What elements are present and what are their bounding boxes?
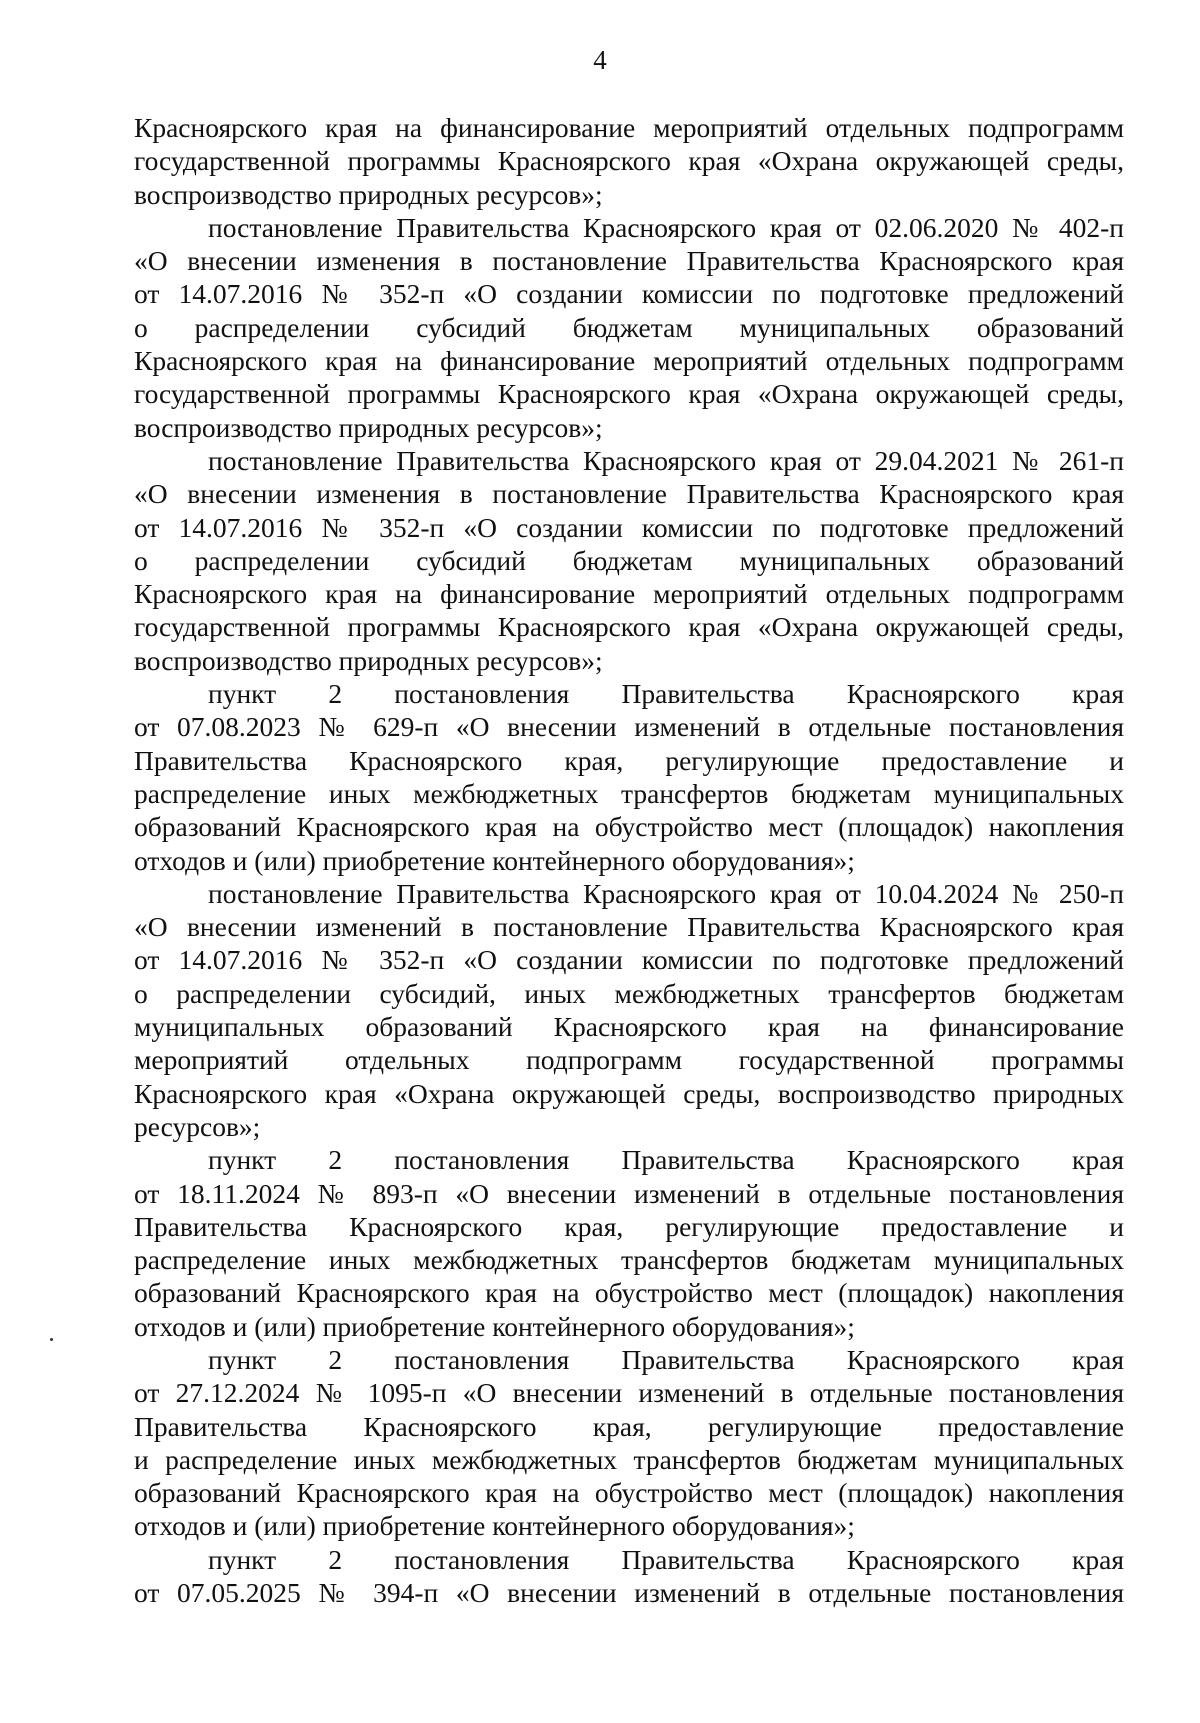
text-line: «О внесении изменений в постановление Правительства Красноярского края: [134, 911, 1124, 943]
text-line: образований Красноярского края на обустройство мест (площадок) накопления: [134, 1477, 1124, 1509]
text-line: от 27.12.2024 № 1095-п «О внесении изменений в отдельные постановления: [134, 1377, 1124, 1409]
text-line: государственной программы Красноярского края «Охрана окружающей среды,: [134, 145, 1124, 177]
text-line: постановление Правительства Красноярского края от 10.04.2024 № 250-п: [208, 877, 1124, 909]
text-line: Правительства Красноярского края, регулирующие предоставление: [134, 1410, 1124, 1442]
text-line: государственной программы Красноярского края «Охрана окружающей среды,: [134, 378, 1124, 410]
text-line: о распределении субсидий бюджетам муниципальных образований: [134, 544, 1124, 576]
text-line: Правительства Красноярского края, регулирующие предоставление и: [134, 1210, 1124, 1242]
text-line: отходов и (или) приобретение контейнерного оборудования»;: [134, 1510, 855, 1542]
text-line: Красноярского края на финансирование мероприятий отдельных подпрограмм: [134, 345, 1124, 377]
text-line: воспроизводство природных ресурсов»;: [134, 411, 603, 443]
text-line: «О внесении изменения в постановление Правительства Красноярского края: [134, 245, 1124, 277]
text-line: постановление Правительства Красноярского края от 02.06.2020 № 402-п: [208, 211, 1124, 243]
page-number: 4: [593, 45, 607, 75]
text-line: государственной программы Красноярского края «Охрана окружающей среды,: [134, 611, 1124, 643]
document-body: [134, 111, 1124, 1609]
text-line: мероприятий отдельных подпрограмм государственной программы: [134, 1044, 1124, 1076]
text-line: от 07.05.2025 № 394-п «О внесении изменений в отдельные постановления: [134, 1577, 1124, 1609]
text-line: Красноярского края на финансирование мероприятий отдельных подпрограмм: [134, 578, 1124, 610]
text-line: от 14.07.2016 № 352-п «О создании комиссии по подготовке предложений: [134, 511, 1124, 543]
text-line: от 18.11.2024 № 893-п «О внесении изменений в отдельные постановления: [134, 1177, 1124, 1209]
text-line: воспроизводство природных ресурсов»;: [134, 178, 603, 210]
text-line: образований Красноярского края на обустройство мест (площадок) накопления: [134, 811, 1124, 843]
text-line: воспроизводство природных ресурсов»;: [134, 644, 603, 676]
text-line: и распределение иных межбюджетных трансфертов бюджетам муниципальных: [134, 1443, 1124, 1475]
text-line: пункт 2 постановления Правительства Красноярского края: [208, 1343, 1124, 1375]
text-line: пункт 2 постановления Правительства Красноярского края: [208, 1144, 1124, 1176]
text-line: пункт 2 постановления Правительства Красноярского края: [208, 1543, 1124, 1575]
text-line: от 07.08.2023 № 629-п «О внесении изменений в отдельные постановления: [134, 711, 1124, 743]
text-line: о распределении субсидий, иных межбюджетных трансфертов бюджетам: [134, 977, 1124, 1009]
text-line: образований Красноярского края на обустройство мест (площадок) накопления: [134, 1277, 1124, 1309]
text-line: пункт 2 постановления Правительства Красноярского края: [208, 678, 1124, 710]
text-line: ресурсов»;: [134, 1110, 261, 1142]
text-line: «О внесении изменения в постановление Правительства Красноярского края: [134, 478, 1124, 510]
text-line: распределение иных межбюджетных трансфертов бюджетам муниципальных: [134, 777, 1124, 809]
text-line: о распределении субсидий бюджетам муниципальных образований: [134, 311, 1124, 343]
text-line: от 14.07.2016 № 352-п «О создании комиссии по подготовке предложений: [134, 278, 1124, 310]
text-line: муниципальных образований Красноярского края на финансирование: [134, 1011, 1124, 1043]
text-line: отходов и (или) приобретение контейнерного оборудования»;: [134, 1310, 855, 1342]
text-line: Правительства Красноярского края, регулирующие предоставление и: [134, 744, 1124, 776]
text-line: Красноярского края на финансирование мероприятий отдельных подпрограмм: [134, 112, 1124, 143]
text-line: Красноярского края «Охрана окружающей среды, воспроизводство природных: [134, 1077, 1124, 1109]
text-line: постановление Правительства Красноярского края от 29.04.2021 № 261-п: [208, 444, 1124, 476]
text-line: от 14.07.2016 № 352-п «О создании комиссии по подготовке предложений: [134, 944, 1124, 976]
text-line: распределение иных межбюджетных трансфертов бюджетам муниципальных: [134, 1244, 1124, 1276]
scan-speck: [50, 1338, 53, 1341]
text-line: отходов и (или) приобретение контейнерного оборудования»;: [134, 844, 855, 876]
